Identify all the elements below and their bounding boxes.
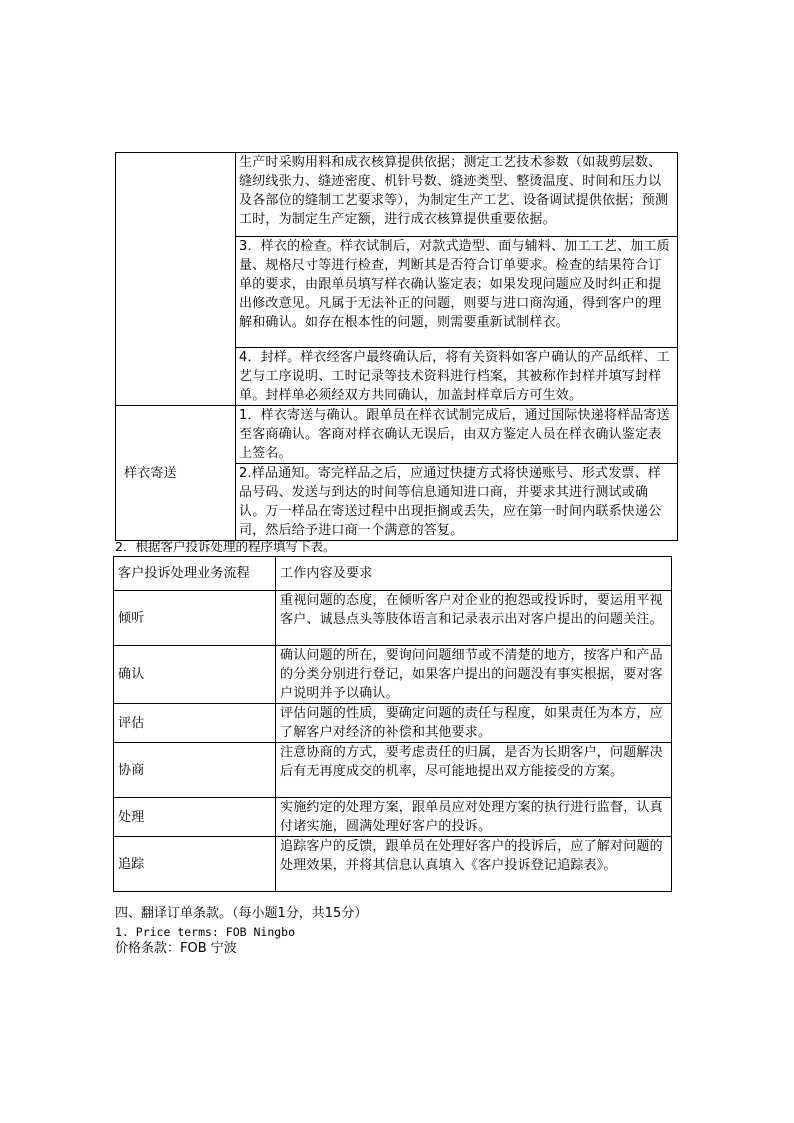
content-cell: 追踪客户的反馈，跟单员在处理好客户的投诉后，应了解对问题的处理效果，并将其信息认真填入《客户投诉登记追踪表》。 bbox=[276, 837, 672, 892]
content-cell: 评估问题的性质，要确定问题的责任与程度，如果责任为本方，应了解客户对经济的补偿和其他要求。 bbox=[276, 704, 672, 743]
table-row bbox=[116, 406, 678, 464]
content-cell: 2.样品通知。寄完样品之后，应通过快捷方式将快递账号、形式发票、样品号码、发送与到达的时间等信息通知进口商，并要求其进行测试或确认。万一样品在寄送过程中出现拒搁或丢失，应在第一时间内联系快递公司，然后给予进口商一个满意的答复。 bbox=[236, 464, 678, 541]
column-header: 工作内容及要求 bbox=[276, 557, 672, 591]
content-cell: 3．样衣的检查。样衣试制后，对款式造型、面与辅料、加工工艺、加工质量、规格尺寸等进行检查，判断其是否符合订单要求。检查的结果符合订单的要求，由跟单员填写样衣确认鉴定表；如果发现问题应及时纠正和提出修改意见。凡属于无法补正的问题，则要与进口商沟通，得到客户的理解和确认。如存在根本性的问题，则需要重新试制样衣。 bbox=[236, 237, 678, 348]
table-row bbox=[114, 743, 672, 798]
complaint-process-table bbox=[113, 556, 672, 892]
table-row bbox=[114, 591, 672, 646]
table-caption: 2．根据客户投诉处理的程序填写下表。 bbox=[115, 539, 336, 554]
step-cell: 追踪 bbox=[114, 837, 276, 892]
step-cell: 评估 bbox=[114, 704, 276, 743]
content-cell: 1．样衣寄送与确认。跟单员在样衣试制完成后，通过国际快递将样品寄送至客商确认。客商对样衣确认无误后，由双方鉴定人员在样衣确认鉴定表上签名。 bbox=[236, 406, 678, 464]
step-cell: 协商 bbox=[114, 743, 276, 798]
step-cell: 确认 bbox=[114, 646, 276, 704]
section-heading: 四、翻译订单条款。（每小题1分，共15分） bbox=[115, 906, 368, 921]
content-cell: 确认问题的所在，要询问问题细节或不清楚的地方，按客户和产品的分类分别进行登记，如果客户提出的问题没有事实根据，要对客户说明并予以确认。 bbox=[276, 646, 672, 704]
translation-item-chinese: 价格条款：FOB 宁波 bbox=[115, 941, 237, 956]
category-cell bbox=[116, 153, 236, 406]
content-cell: 生产时采购用料和成衣核算提供依据；测定工艺技术参数（如裁剪层数、缝纫线张力、缝迹密度、机针号数、缝迹类型、整烫温度、时间和压力以及各部位的缝制工艺要求等），为制定生产工艺、设备调试提供依据；预测工时，为制定生产定额，进行成衣核算提供重要依据。 bbox=[236, 153, 678, 237]
content-cell: 4．封样。样衣经客户最终确认后，将有关资料如客户确认的产品纸样、工艺与工序说明、工时记录等技术资料进行档案，其被称作封样并填写封样单。封样单必须经双方共同确认，加盖封样章后方可生效。 bbox=[236, 348, 678, 406]
step-cell: 处理 bbox=[114, 798, 276, 837]
translation-item-english: 1. Price terms: FOB Ningbo bbox=[115, 925, 296, 939]
content-cell: 重视问题的态度，在倾听客户对企业的抱怨或投诉时，要运用平视客户、诚恳点头等肢体语言和记录表示出对客户提出的问题关注。 bbox=[276, 591, 672, 646]
step-cell: 倾听 bbox=[114, 591, 276, 646]
table-row bbox=[114, 798, 672, 837]
table-row bbox=[116, 153, 678, 237]
category-cell: 样衣寄送 bbox=[116, 406, 236, 541]
content-cell: 实施约定的处理方案，跟单员应对处理方案的执行进行监督，认真付诸实施，圆满处理好客户的投诉。 bbox=[276, 798, 672, 837]
content-cell: 注意协商的方式，要考虑责任的归属，是否为长期客户，问题解决后有无再度成交的机率，尽可能地提出双方能接受的方案。 bbox=[276, 743, 672, 798]
table-row bbox=[114, 837, 672, 892]
column-header: 客户投诉处理业务流程 bbox=[114, 557, 276, 591]
table-row bbox=[114, 646, 672, 704]
table-row bbox=[114, 704, 672, 743]
table-header-row bbox=[114, 557, 672, 591]
sample-process-table bbox=[115, 152, 678, 541]
